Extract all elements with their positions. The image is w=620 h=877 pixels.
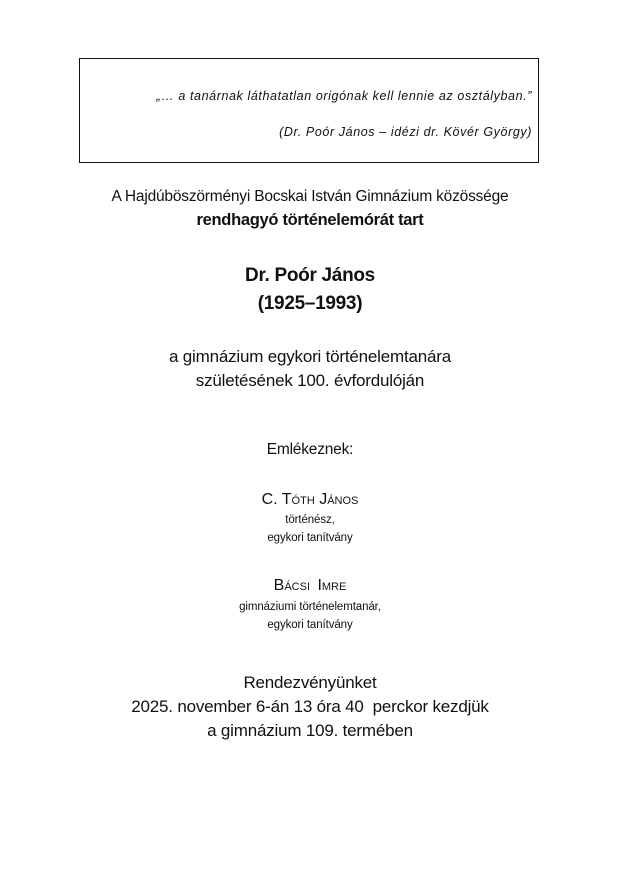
honoree-years: (1925–1993) (257, 293, 363, 314)
honoree-name: Dr. Poór János (245, 265, 375, 286)
intro-headline: rendhagyó történelemórát tart (196, 211, 424, 229)
speakers-heading: Emlékeznek: (266, 441, 354, 458)
description-line-2: születésének 100. évfordulóján (195, 371, 425, 390)
quote-box (79, 58, 539, 163)
description-line-1: a gimnázium egykori történelemtanára (169, 347, 451, 366)
speaker-role: egykori tanítvány (267, 532, 353, 544)
quote-attribution: (Dr. Poór János – idézi dr. Kövér György) (279, 125, 532, 139)
event-date-time: 2025. november 6-án 13 óra 40 perckor kezdjük (131, 697, 489, 716)
speaker-role: történész, (285, 514, 335, 526)
quote-text: „… a tanárnak láthatatlan origónak kell lennie az osztályban.” (156, 89, 532, 103)
speaker-role: egykori tanítvány (267, 619, 353, 631)
event-line-1: Rendezvényünket (243, 673, 377, 692)
intro-line: A Hajdúböszörményi Bocskai István Gimnázium közössége (111, 188, 509, 205)
speaker-role: gimnáziumi történelemtanár, (239, 601, 381, 613)
speaker-name: C. Tóth János (261, 491, 359, 508)
event-location: a gimnázium 109. termében (207, 721, 413, 740)
speaker-name: Bácsi Imre (273, 577, 347, 594)
